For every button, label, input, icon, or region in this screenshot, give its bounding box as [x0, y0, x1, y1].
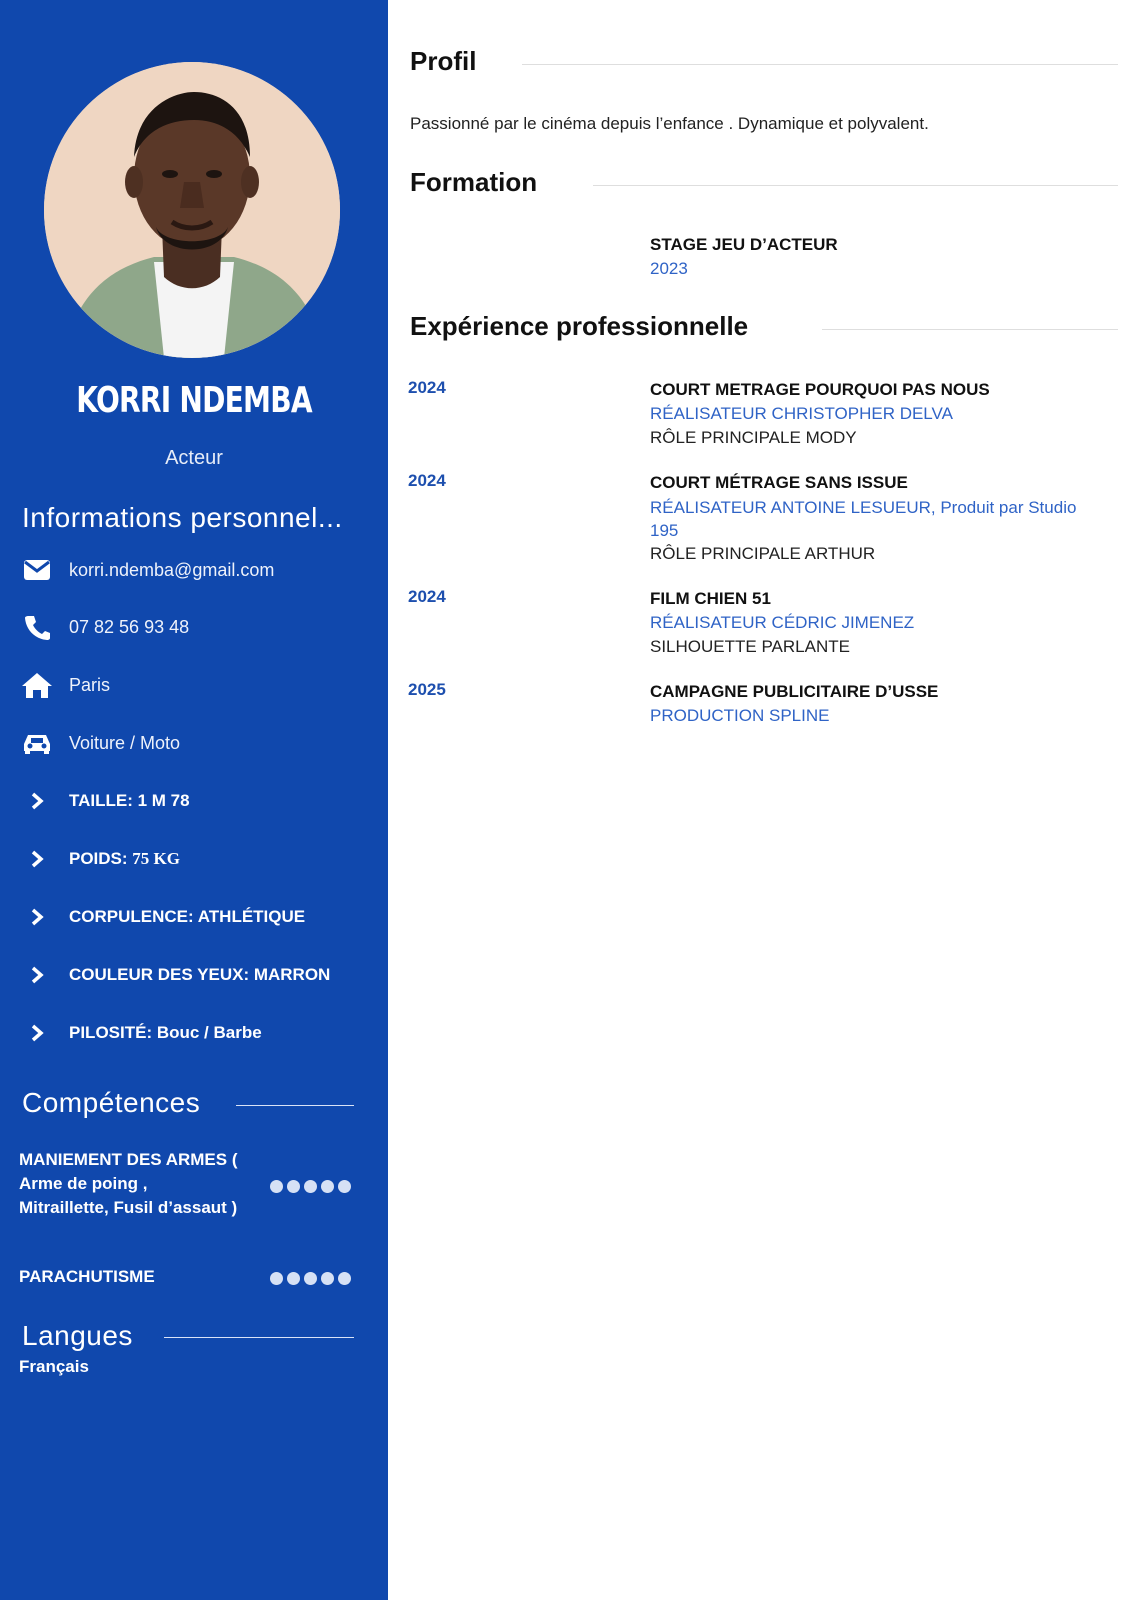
- formation-title: Formation: [410, 167, 538, 197]
- experience-title: Expérience professionnelle: [410, 311, 749, 341]
- attribute-label: CORPULENCE: ATHLÉTIQUE: [69, 907, 306, 926]
- car-icon: [20, 728, 54, 758]
- languages-divider: [164, 1337, 354, 1338]
- experience-title-text: FILM CHIEN 51: [650, 589, 771, 608]
- contact-email[interactable]: [20, 554, 275, 586]
- person-name: KORRI NDEMBA: [76, 380, 312, 421]
- chevron-right-icon: [20, 786, 54, 816]
- chevron-right-icon: [20, 844, 54, 874]
- attribute-eye-color: [20, 959, 331, 991]
- experience-director: RÉALISATEUR CHRISTOPHER DELVA: [650, 404, 953, 423]
- phone-icon: [20, 612, 54, 642]
- experience-role: RÔLE PRINCIPALE MODY: [650, 428, 857, 447]
- attribute-facial-hair: [20, 1017, 262, 1049]
- experience-director: PRODUCTION SPLINE: [650, 706, 830, 725]
- attribute-label: PILOSITÉ: Bouc / Barbe: [69, 1023, 262, 1042]
- language-item: Français: [19, 1357, 89, 1376]
- rating-dot: [304, 1272, 317, 1285]
- phone-text: 07 82 56 93 48: [69, 616, 190, 637]
- experience-divider: [822, 329, 1118, 330]
- experience-role: RÔLE PRINCIPALE ARTHUR: [650, 544, 876, 563]
- personal-info-heading: Informations personnel...: [22, 502, 343, 533]
- profile-text: Passionné par le cinéma depuis l’enfance . Dynamique et polyvalent.: [410, 114, 929, 133]
- rating-dot: [287, 1272, 300, 1285]
- rating-dot: [338, 1180, 351, 1193]
- contact-vehicle: [20, 727, 181, 759]
- rating-dot: [270, 1180, 283, 1193]
- experience-title-text: COURT MÉTRAGE SANS ISSUE: [650, 473, 908, 492]
- experience-year: 2024: [408, 378, 446, 397]
- formation-item-title: STAGE JEU D’ACTEUR: [650, 235, 838, 254]
- home-icon: [20, 670, 54, 700]
- attribute-weight: [20, 843, 180, 875]
- rating-dot: [321, 1180, 334, 1193]
- rating-dot: [287, 1180, 300, 1193]
- rating-dot: [270, 1272, 283, 1285]
- contact-phone[interactable]: [20, 611, 190, 643]
- chevron-right-icon: [20, 1018, 54, 1048]
- attribute-label: [69, 849, 180, 869]
- attribute-height: [20, 785, 190, 817]
- main-content: [388, 0, 1131, 1600]
- attribute-label: TAILLE: 1 M 78: [69, 791, 190, 810]
- profile-title: Profil: [410, 46, 477, 76]
- formation-divider: [593, 185, 1118, 186]
- weight-label: POIDS:: [69, 849, 133, 868]
- person-role: Acteur: [165, 447, 223, 469]
- experience-director: RÉALISATEUR CÉDRIC JIMENEZ: [650, 613, 915, 632]
- rating-dot: [304, 1180, 317, 1193]
- skill-line: Arme de poing ,: [19, 1174, 148, 1193]
- sidebar: [0, 0, 388, 1600]
- rating-dot: [338, 1272, 351, 1285]
- portrait-image: [44, 62, 340, 358]
- profile-photo: [44, 62, 340, 358]
- attribute-label: COULEUR DES YEUX: MARRON: [69, 965, 331, 984]
- experience-director: RÉALISATEUR ANTOINE LESUEUR, Produit par Studio 195: [650, 498, 1077, 540]
- weight-value: 75 KG: [132, 849, 180, 868]
- profile-divider: [522, 64, 1118, 65]
- skill-weapons-rating: [270, 1180, 351, 1193]
- rating-dot: [321, 1272, 334, 1285]
- skill-line: Mitraillette, Fusil d’assaut ): [19, 1198, 238, 1217]
- skill-line: MANIEMENT DES ARMES (: [19, 1150, 238, 1169]
- city-text: Paris: [69, 674, 111, 695]
- skill-parachuting-rating: [270, 1272, 351, 1285]
- skills-divider: [236, 1105, 354, 1106]
- attribute-build: [20, 901, 306, 933]
- experience-year: 2024: [408, 587, 446, 606]
- chevron-right-icon: [20, 902, 54, 932]
- languages-heading: Langues: [22, 1320, 133, 1351]
- experience-year: 2025: [408, 680, 446, 699]
- experience-title-text: COURT METRAGE POURQUOI PAS NOUS: [650, 380, 990, 399]
- skill-weapons-label: [19, 1148, 238, 1220]
- chevron-right-icon: [20, 960, 54, 990]
- contact-city: [20, 669, 111, 701]
- vehicle-text: Voiture / Moto: [69, 732, 181, 753]
- envelope-icon: [20, 555, 54, 585]
- skills-heading: Compétences: [22, 1087, 201, 1118]
- skill-parachuting-label: PARACHUTISME: [19, 1267, 155, 1286]
- email-text: korri.ndemba@gmail.com: [69, 559, 275, 580]
- experience-role: SILHOUETTE PARLANTE: [650, 637, 850, 656]
- experience-year: 2024: [408, 471, 446, 490]
- experience-title-text: CAMPAGNE PUBLICITAIRE D’USSE: [650, 682, 939, 701]
- formation-item-year: 2023: [650, 259, 688, 278]
